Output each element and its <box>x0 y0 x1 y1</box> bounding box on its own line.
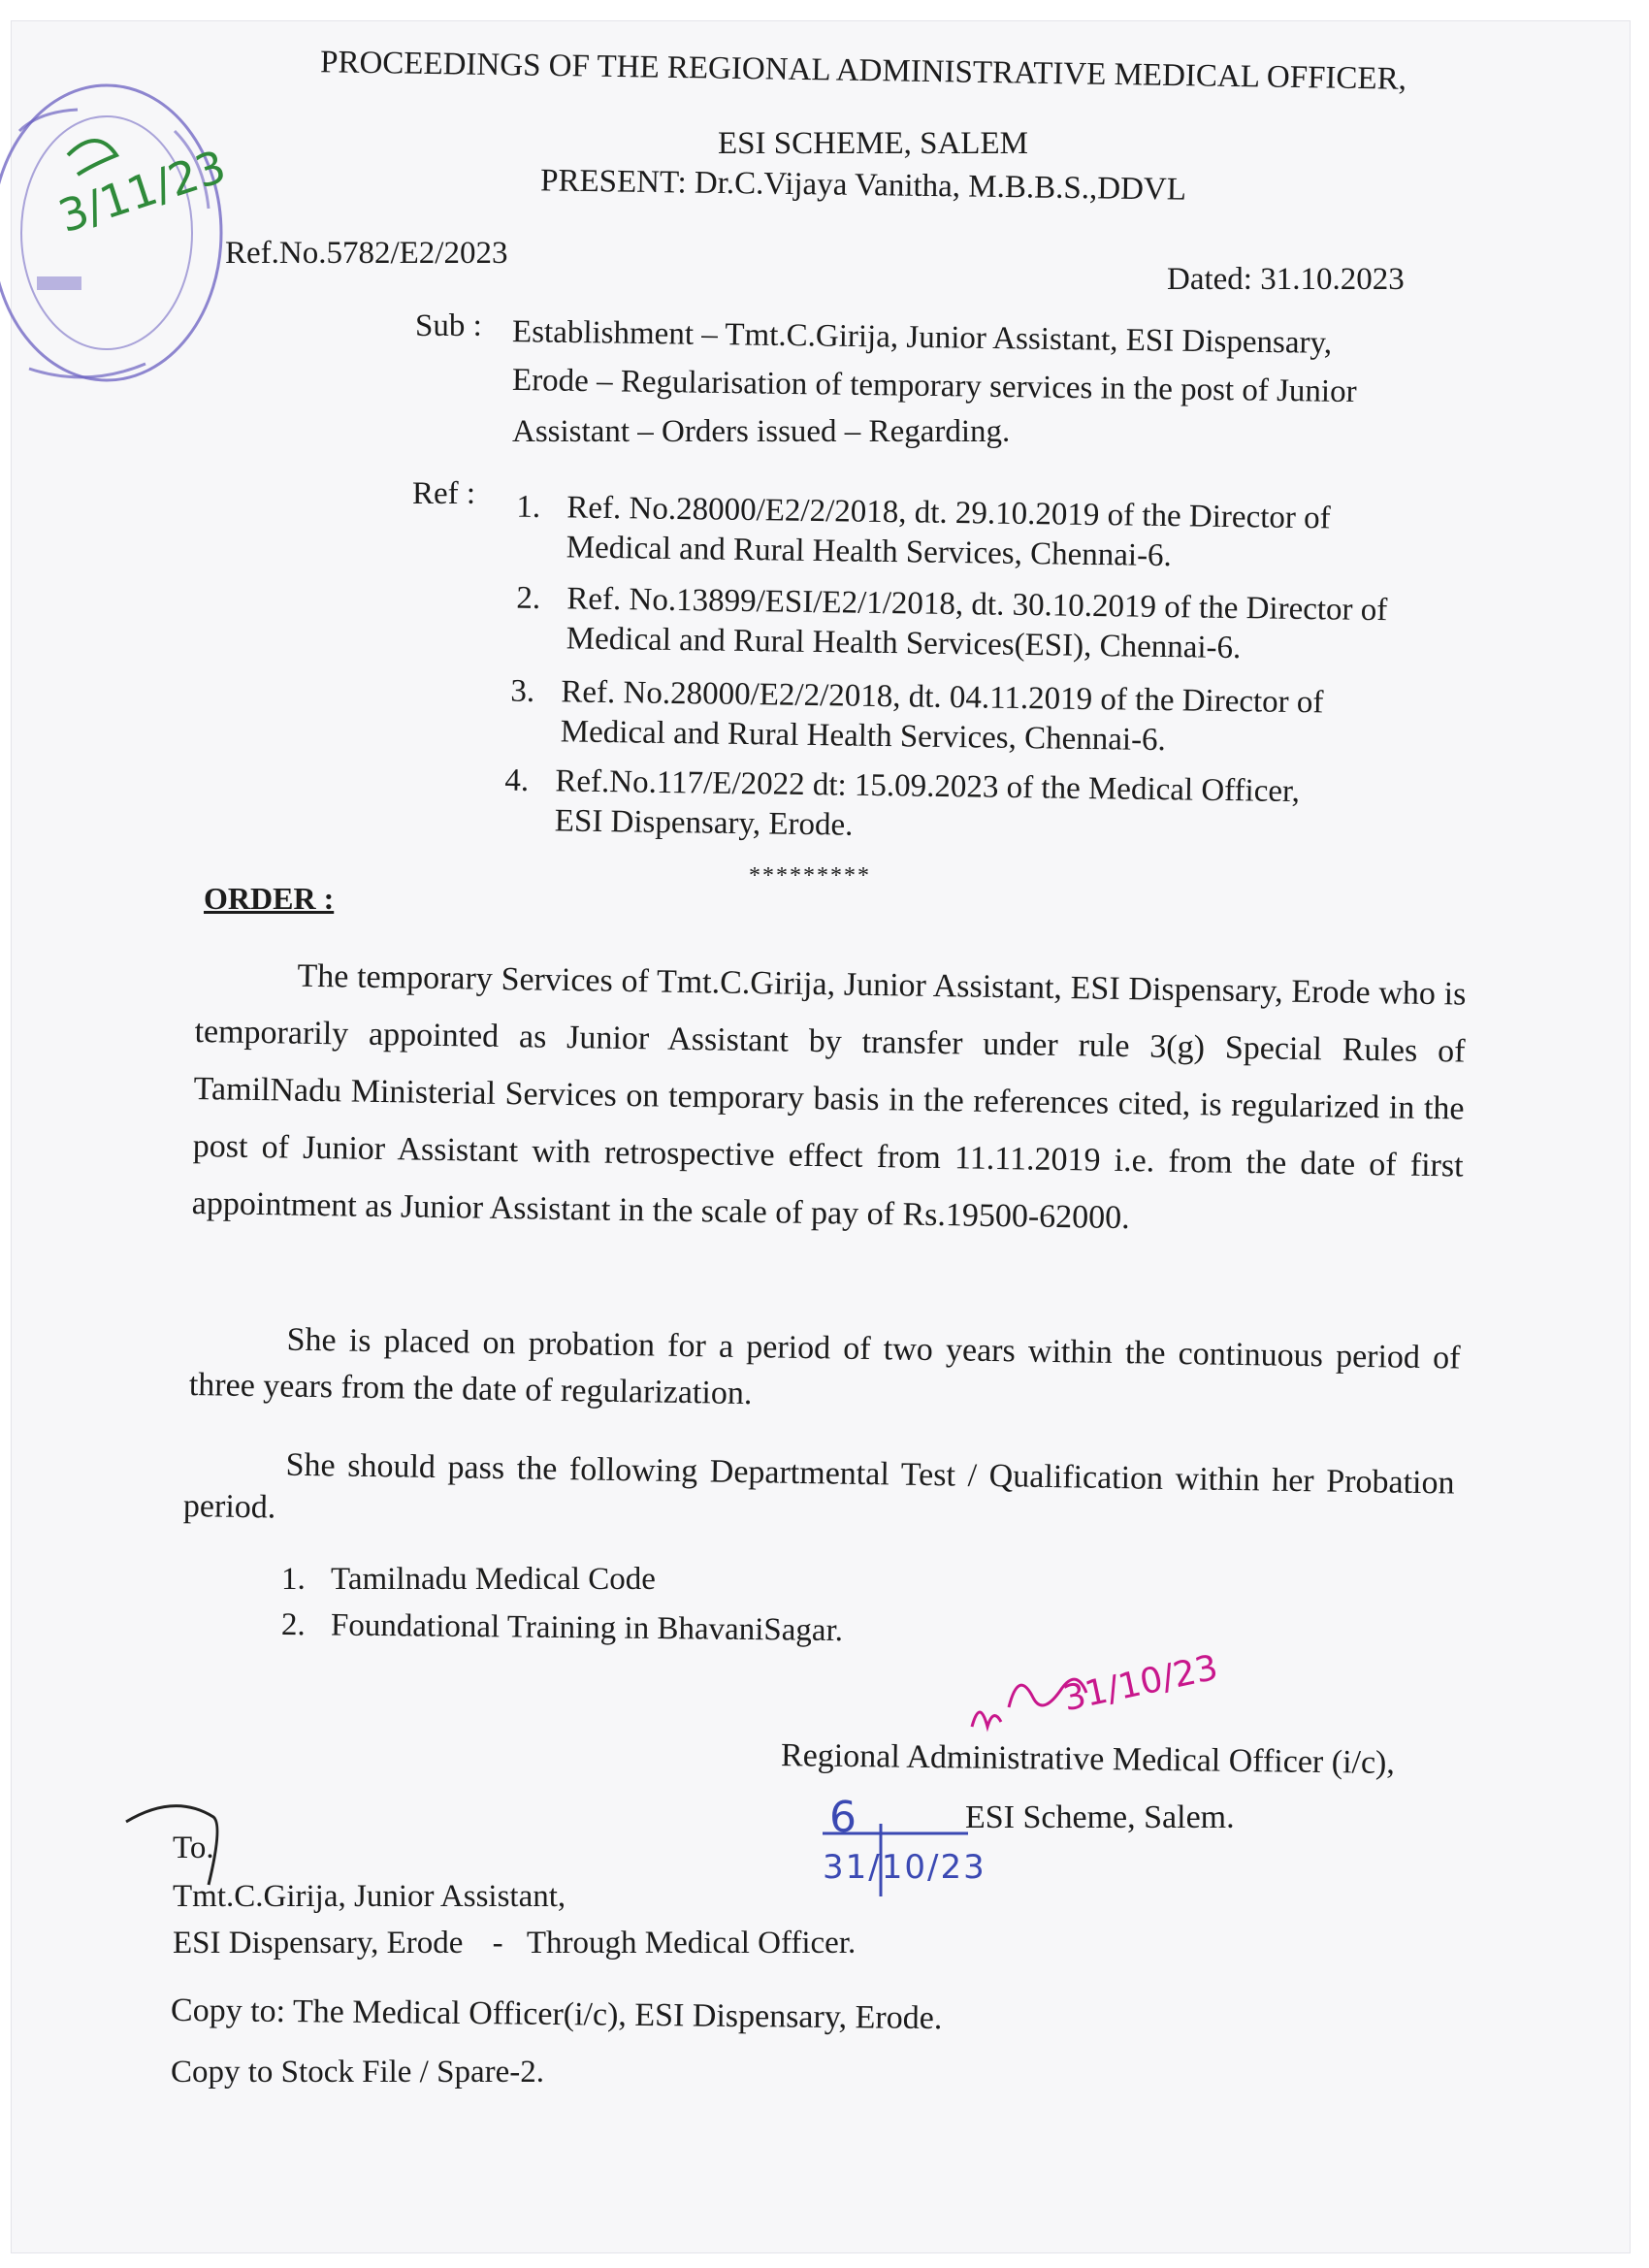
copy-to-line-1: Copy to: The Medical Officer(i/c), ESI Dispensary, Erode. <box>170 1992 943 2037</box>
reference-item <box>515 579 1535 681</box>
reference-item-line-2: Medical and Rural Health Services, Chennai-6. <box>566 530 1173 574</box>
reference-item-line-1: Ref. No.13899/ESI/E2/1/2018, dt. 30.10.2019 of the Director of <box>566 581 1388 629</box>
copy-to-line-2: Copy to Stock File / Spare-2. <box>171 2055 544 2090</box>
header-line-1: PROCEEDINGS OF THE REGIONAL ADMINISTRATIVE MEDICAL OFFICER, <box>319 45 1407 97</box>
order-paragraph-3: She should pass the following Departmental Test / Qualification within her Probation period. <box>182 1446 1455 1526</box>
reference-number: Ref.No.5782/E2/2023 <box>225 236 508 271</box>
reference-item <box>515 488 1535 590</box>
reference-item-number: 2. <box>516 580 541 617</box>
address-line-1: Tmt.C.Girija, Junior Assistant, <box>173 1879 566 1914</box>
handwritten-date-blue: 31/10/23 <box>823 1848 986 1887</box>
reference-item-line-1: Ref. No.28000/E2/2/2018, dt. 04.11.2019 of the Director of <box>561 674 1324 721</box>
test-item-number: 1. <box>281 1562 306 1597</box>
order-heading: ORDER : <box>204 881 335 916</box>
reference-item-number: 4. <box>504 762 530 799</box>
test-item-text: Tamilnadu Medical Code <box>331 1562 656 1597</box>
address-line-2 <box>173 1926 856 1961</box>
signature-title: Regional Administrative Medical Officer (i/c), <box>780 1737 1396 1781</box>
subject-line-3: Assistant – Orders issued – Regarding. <box>512 414 1011 449</box>
address-place: ESI Dispensary, Erode <box>173 1926 464 1960</box>
order-paragraph-2: She is placed on probation for a period of two years within the continuous period of three years from the date of regularization. <box>188 1321 1461 1412</box>
test-item <box>281 1562 656 1598</box>
reference-item-number: 1. <box>516 489 541 526</box>
test-item-text: Foundational Training in BhavaniSagar. <box>330 1607 844 1649</box>
subject-line-1: Establishment – Tmt.C.Girija, Junior Assistant, ESI Dispensary, <box>511 314 1333 361</box>
reference-item-line-2: Medical and Rural Health Services, Chennai-6. <box>560 714 1167 759</box>
reference-item-line-2: ESI Dispensary, Erode. <box>554 803 854 843</box>
stamp-handwritten-date: 3/11/23 <box>51 140 233 243</box>
address-dash: - <box>492 1926 503 1960</box>
header-line-3: PRESENT: Dr.C.Vijaya Vanitha, M.B.B.S.,DDVL <box>539 163 1187 208</box>
reference-item-line-2: Medical and Rural Health Services(ESI), Chennai-6. <box>566 621 1242 666</box>
office-seal-stamp <box>0 39 291 388</box>
reference-item-line-1: Ref. No.28000/E2/2/2018, dt. 29.10.2019 of the Director of <box>566 490 1331 536</box>
handwritten-stroke-blue <box>813 1824 987 1906</box>
reference-item <box>503 761 1523 863</box>
header-line-2: ESI SCHEME, SALEM <box>718 126 1028 161</box>
dated: Dated: 31.10.2023 <box>1167 262 1405 297</box>
test-item <box>281 1607 843 1649</box>
handwritten-date-pink: 31/10/23 <box>1059 1647 1222 1720</box>
handwritten-number-blue: 6 <box>829 1793 857 1842</box>
reference-item-line-1: Ref.No.117/E/2022 dt: 15.09.2023 of the Medical Officer, <box>555 763 1301 810</box>
address-to: To. <box>173 1831 214 1865</box>
subject-line-2: Erode – Regularisation of temporary services in the post of Junior <box>511 362 1357 410</box>
separator-stars: ********* <box>749 863 871 889</box>
references-label: Ref : <box>412 476 476 511</box>
test-item-number: 2. <box>280 1606 306 1643</box>
address-through: Through Medical Officer. <box>526 1926 857 1960</box>
order-paragraph-1: The temporary Services of Tmt.C.Girija, Junior Assistant, ESI Dispensary, Erode who is temporarily appointed as Junior Assistant by transfer under rule 3(g) Special Rules of TamilNadu Ministerial Services on temporary basis in the references cited, is regularized in the post of Junior Assistant with retrospective effect from 11.11.2019 i.e. from the date of first appointment as Junior Assistant in the scale of pay of Rs.19500-62000. <box>191 957 1467 1237</box>
reference-item <box>509 672 1529 774</box>
signature-office: ESI Scheme, Salem. <box>965 1799 1235 1835</box>
reference-item-number: 3. <box>510 673 535 710</box>
subject-label: Sub : <box>415 308 482 343</box>
